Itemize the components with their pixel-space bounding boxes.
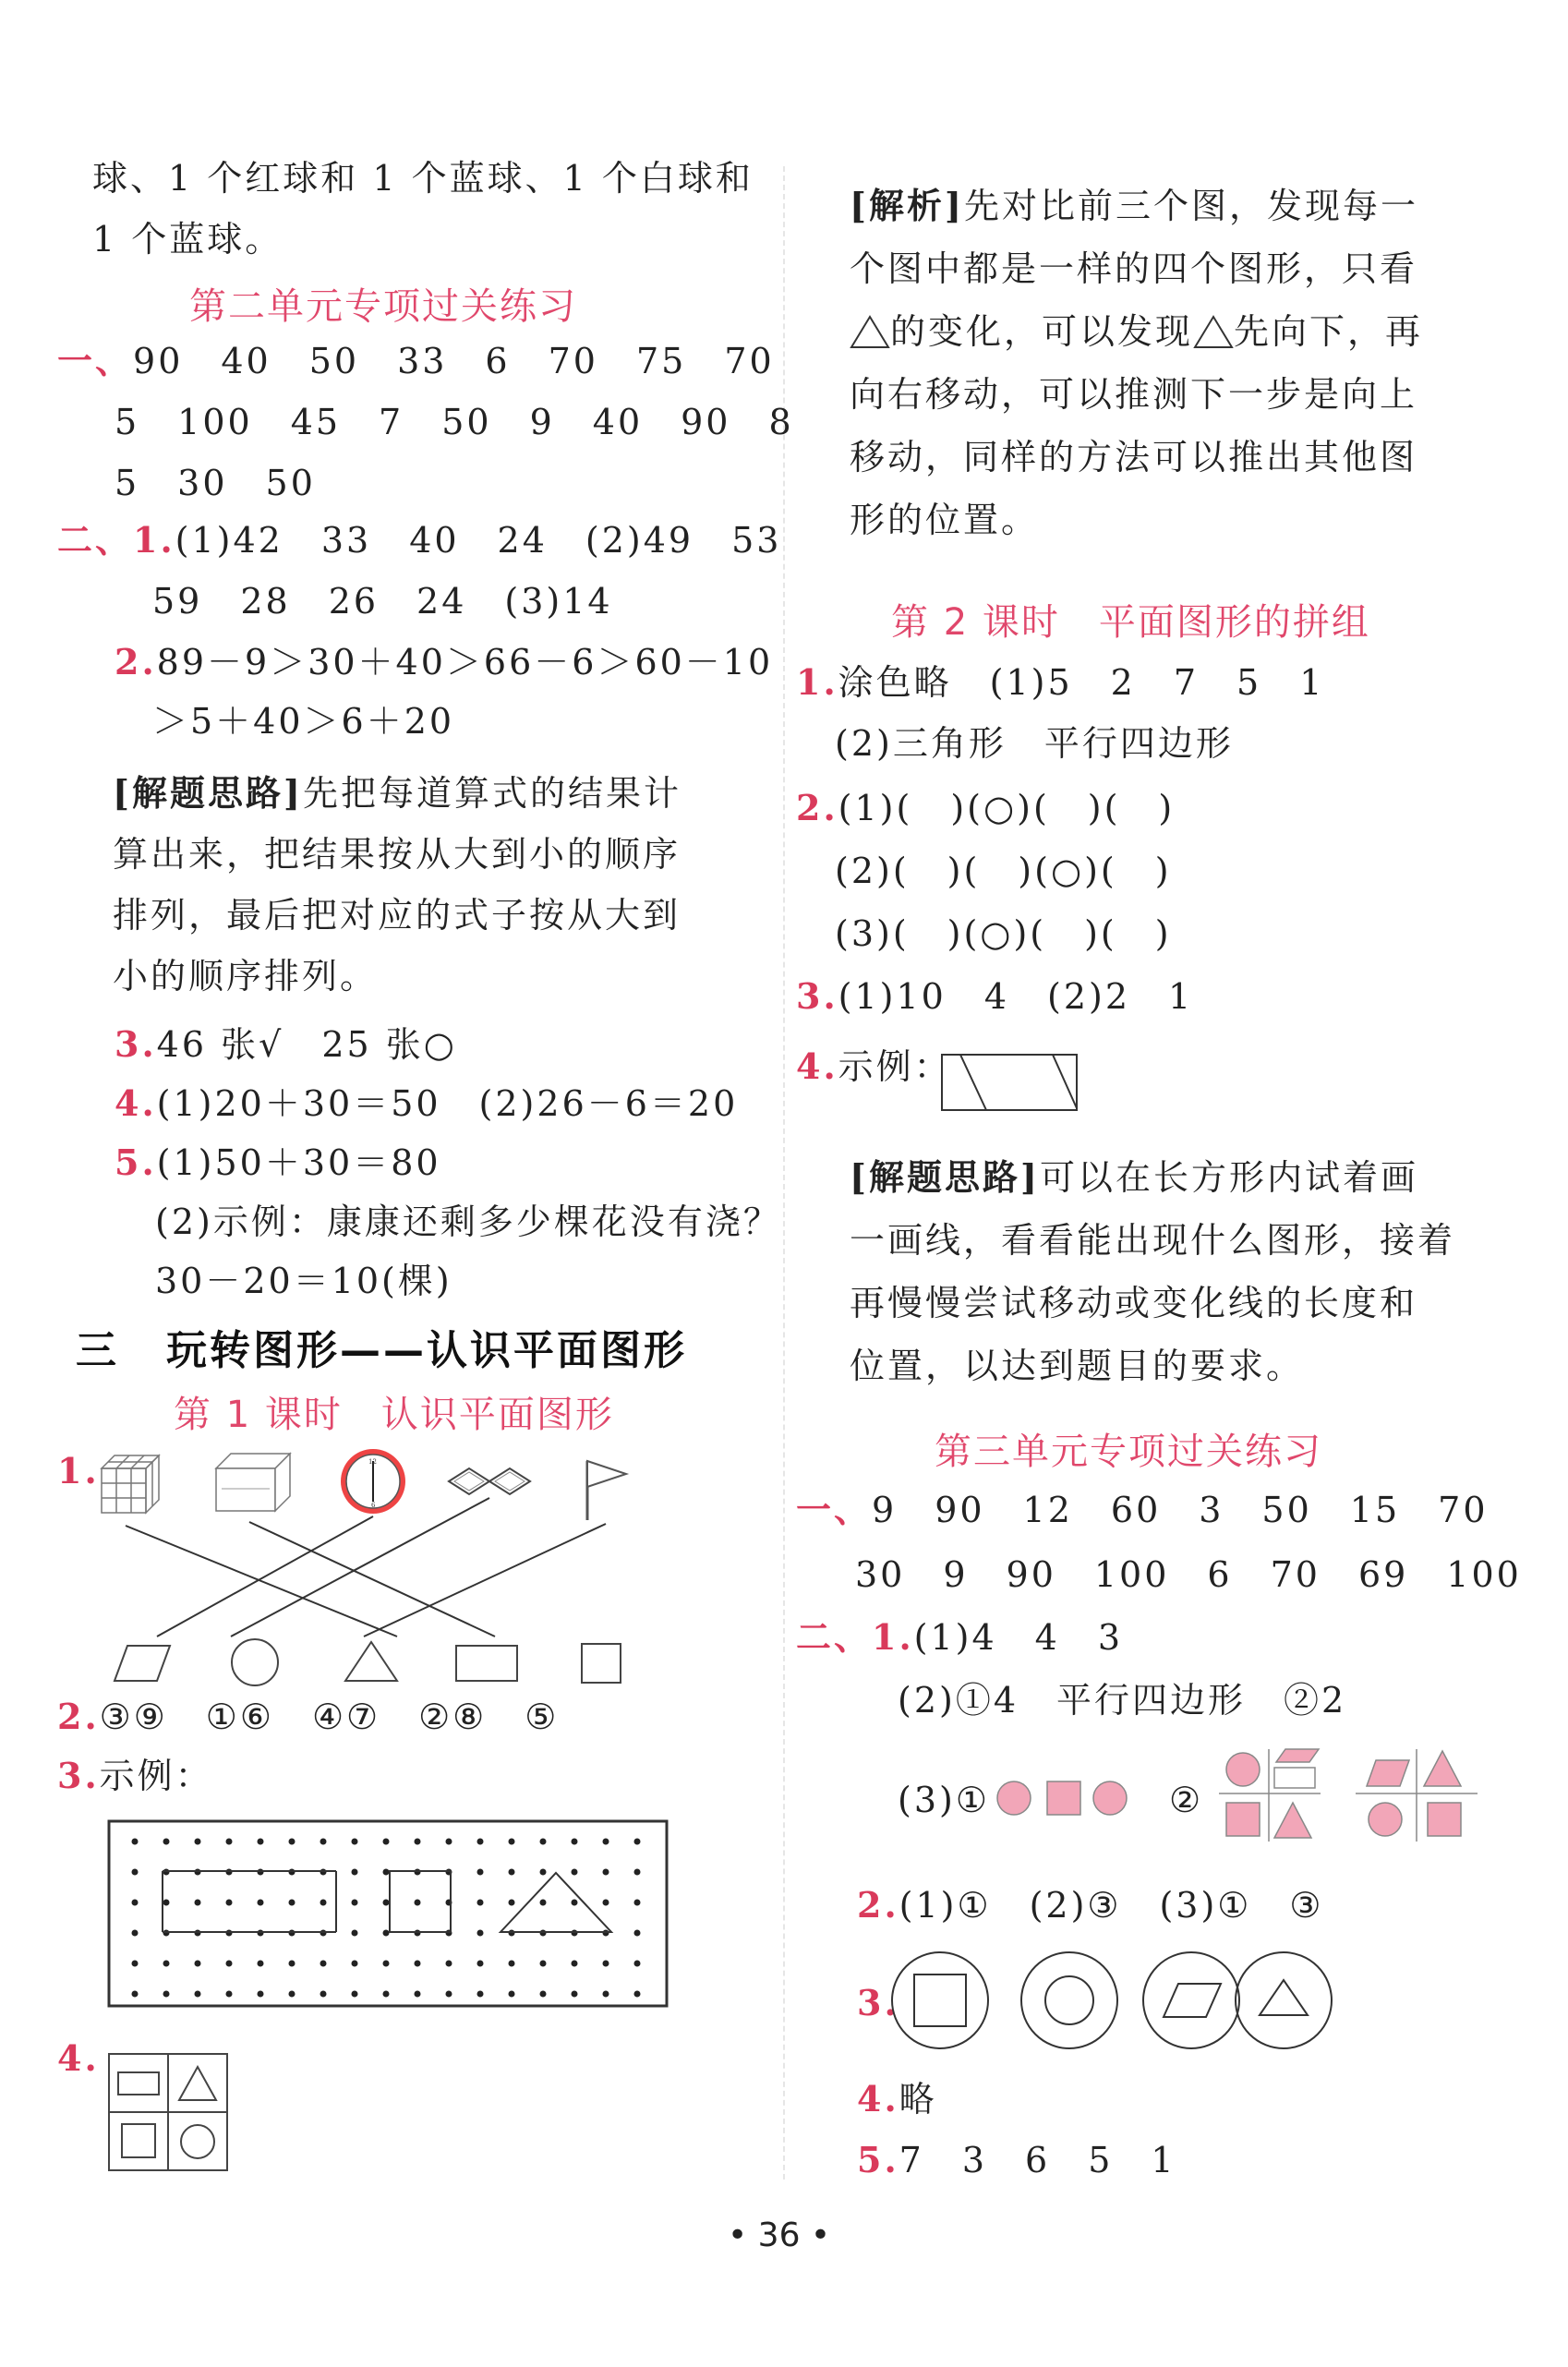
answer-row: (1)4 4 3 (913, 1617, 1124, 1658)
q-number: 4. (857, 2078, 899, 2119)
answer-row: (1)42 33 40 24 (2)49 53 (175, 520, 782, 561)
grid-dot (415, 1961, 421, 1967)
grid-dot (446, 1991, 452, 1998)
q-number: 4. (115, 1082, 157, 1124)
rhombus-pair-icon (449, 1468, 530, 1494)
grid-dot (603, 1869, 609, 1876)
answer-row-label: ② (1169, 1780, 1204, 1820)
grid-dot (509, 1900, 515, 1906)
matching-lines (126, 1498, 606, 1636)
grid-dot (383, 1900, 390, 1906)
q-number: 3. (857, 1982, 899, 2023)
answer-row: 示例： (99, 1756, 213, 1796)
explanation-line: 位置，以达到题目的要求。 (850, 1346, 1305, 1386)
answer-row: 5 30 50 (115, 463, 316, 503)
page-number: • 36 • (728, 2216, 831, 2254)
q-number: 4. (796, 1045, 838, 1087)
continued-line-1: 球、1 个红球和 1 个蓝球、1 个白球和 (92, 158, 754, 199)
grid-dot (289, 1961, 296, 1967)
q-number: 1. (57, 1450, 100, 1491)
q-label: 二、1. (57, 519, 175, 561)
grid-dot (572, 1961, 578, 1967)
grid-dot (226, 1991, 233, 1998)
pink-parallelogram (1276, 1749, 1319, 1762)
explanation-line: 个图中都是一样的四个图形，只看 (850, 248, 1418, 289)
grid-dot (226, 1900, 233, 1906)
parallelogram-shape (115, 1646, 170, 1681)
square-shape (122, 2124, 155, 2157)
chapter-title: 玩转图形——认识平面图形 (166, 1327, 687, 1374)
grid-dot (383, 1839, 390, 1845)
q-number: 4. (57, 2037, 100, 2079)
grid-dot (132, 1839, 139, 1845)
grid-dot (163, 1961, 170, 1967)
answer-row: (1)50＋30＝80 (156, 1142, 441, 1183)
flag-icon (587, 1461, 626, 1520)
grid-dot (509, 1991, 515, 1998)
answer-row: (1)20＋30＝50 (2)26－6＝20 (156, 1083, 739, 1124)
grid-dot (634, 1991, 641, 1998)
column-divider (783, 166, 785, 2180)
q-number: 2. (115, 641, 157, 682)
svg-text:12: 12 (368, 1458, 377, 1466)
grid-dot (603, 1839, 609, 1845)
answer-row: 30 9 90 100 6 70 69 100 (855, 1554, 1522, 1595)
grid-dot (540, 1961, 547, 1967)
think-tag: [解题思路] (850, 1156, 1040, 1198)
dot-grid-diagram (107, 1819, 670, 2010)
drawn-rectangle (163, 1871, 336, 1932)
grid-dot (572, 1839, 578, 1845)
grid-dot (352, 1930, 358, 1937)
triangle-icon (1193, 314, 1234, 349)
answer-row-label: (3)① (898, 1780, 990, 1820)
chapter-number: 三 (76, 1327, 119, 1374)
explanation-line: 向右移动，可以推测下一步是向上 (850, 374, 1418, 415)
grid-dot (634, 1961, 641, 1967)
q-number: 2. (796, 787, 838, 828)
explanation-line: 先对比前三个图，发现每一 (963, 186, 1418, 226)
explanation-line: 可以在长方形内试着画 (1039, 1157, 1418, 1198)
circle-shape (181, 2125, 214, 2158)
grid-dot (352, 1900, 358, 1906)
grid-dot (352, 1991, 358, 1998)
grid-dot (634, 1930, 641, 1937)
answer-row: 5 100 45 7 50 9 40 90 8 (115, 402, 794, 442)
grid-dot (289, 1839, 296, 1845)
grid-dot (226, 1961, 233, 1967)
explanation-line: 算出来，把结果按从大到小的顺序 (113, 834, 681, 875)
explanation-line: 再慢慢尝试移动或变化线的长度和 (850, 1283, 1418, 1323)
square-shape (582, 1644, 621, 1683)
grid-dot (540, 1839, 547, 1845)
explanation-line: 移动，同样的方法可以推出其他图 (850, 437, 1418, 477)
grid-dot (415, 1991, 421, 1998)
grid-dot (258, 1961, 264, 1967)
grid-dot (415, 1900, 421, 1906)
answer-row: 59 28 26 24 (3)14 (152, 581, 613, 622)
pink-grid-patterns (1210, 1745, 1478, 1847)
answer-row: 9 90 12 60 3 50 15 70 (872, 1490, 1489, 1530)
answer-row: (1)① (2)③ (3)① ③ (899, 1885, 1324, 1926)
grid-dot (509, 1961, 515, 1967)
lesson2-title: 第 2 课时 平面图形的拼组 (891, 601, 1370, 644)
q-label: 二、1. (796, 1616, 914, 1658)
grid-dot (603, 1900, 609, 1906)
answer-row: (3)( )(○)( )( ) (835, 913, 1172, 954)
answer-row: 示例： (838, 1046, 952, 1087)
answer-row: (2)①4 平行四边形 ②2 (898, 1680, 1347, 1721)
grid-dot (634, 1869, 641, 1876)
answer-row: 46 张√ 25 张○ (156, 1024, 457, 1065)
answer-row: ③⑨ ①⑥ ④⑦ ②⑧ ⑤ (99, 1697, 560, 1737)
grid-dot (477, 1900, 484, 1906)
triangle-shape (179, 2067, 216, 2100)
grid-dot (540, 1991, 547, 1998)
grid-dot (415, 1839, 421, 1845)
grid-dot (320, 1900, 327, 1906)
grid-dot (383, 1869, 390, 1876)
explanation-line: 小的顺序排列。 (113, 956, 379, 996)
grid-dot (446, 1961, 452, 1967)
grid-dot (195, 1839, 201, 1845)
answer-row: ＞5＋40＞6＋20 (152, 701, 455, 742)
svg-text:6: 6 (371, 1502, 376, 1509)
answer-row: 89－9＞30＋40＞66－6＞60－10 (156, 642, 774, 682)
grid-dot (195, 1961, 201, 1967)
answer-row: 7 3 6 5 1 (899, 2140, 1176, 2180)
grid-dot (477, 1839, 484, 1845)
grid-dot (572, 1991, 578, 1998)
circle-shape (232, 1639, 278, 1685)
explanation-line: 一画线，看看能出现什么图形，接着 (850, 1220, 1456, 1261)
shapes-in-circles (892, 1952, 1335, 2054)
grid-dot (132, 1869, 139, 1876)
q-number: 3. (57, 1755, 100, 1796)
grid-dot (195, 1900, 201, 1906)
triangle-shape (1260, 1980, 1308, 2015)
grid-dot (477, 1869, 484, 1876)
pink-circle (997, 1781, 1031, 1815)
answer-row: (2)三角形 平行四边形 (835, 723, 1234, 764)
q-number: 2. (57, 1696, 100, 1737)
grid-dot (163, 1900, 170, 1906)
grid-dot (477, 1991, 484, 1998)
grid-dot (540, 1869, 547, 1876)
grid-dot (383, 1991, 390, 1998)
grid-dot (540, 1900, 547, 1906)
lesson1-title: 第 1 课时 认识平面图形 (174, 1394, 614, 1436)
unit3-section-title: 第三单元专项过关练习 (935, 1431, 1322, 1473)
grid-dot (320, 1961, 327, 1967)
q-number: 5. (115, 1141, 157, 1183)
answer-row: 90 40 50 33 6 70 75 70 (133, 341, 775, 381)
explanation-line: 先把每道算式的结果计 (302, 773, 681, 814)
grid-dot (352, 1961, 358, 1967)
q-number: 1. (796, 661, 838, 703)
answer-row: 略 (899, 2079, 937, 2119)
grid-dot (572, 1869, 578, 1876)
answer-row: 30－20＝10(棵) (155, 1261, 452, 1301)
grid-dot (258, 1900, 264, 1906)
rectangle-split-figure (940, 1053, 1079, 1114)
grid-dot (446, 1839, 452, 1845)
drawn-triangle (501, 1873, 611, 1932)
square-shape (914, 1975, 966, 2026)
grid-dot (226, 1839, 233, 1845)
grid-dot (132, 1930, 139, 1937)
grid-dot (320, 1839, 327, 1845)
cube-icon (102, 1455, 159, 1513)
think-tag: [解题思路] (113, 772, 303, 814)
grid-dot (132, 1961, 139, 1967)
explanation-text: 先向下，再 (1234, 311, 1424, 352)
grid-dot (289, 1900, 296, 1906)
explanation-text: 的变化，可以发现 (890, 311, 1194, 352)
triangle-icon (850, 314, 890, 349)
explanation-line: 排列，最后把对应的式子按从大到 (113, 895, 681, 936)
explanation-line: 形的位置。 (850, 500, 1040, 540)
grid-dot (572, 1900, 578, 1906)
grid-dot (383, 1961, 390, 1967)
q-label: 一、 (57, 340, 134, 381)
answer-row: (2)示例：康康还剩多少棵花没有浇？ (155, 1202, 781, 1242)
q-number: 2. (857, 1884, 899, 1926)
box-icon (216, 1454, 290, 1511)
matching-diagram (92, 1441, 665, 1690)
circle-shape (1045, 1976, 1093, 2024)
grid-dot (603, 1961, 609, 1967)
answer-row: (1)( )(○)( )( ) (838, 788, 1176, 828)
q-label: 一、 (796, 1489, 873, 1530)
grid-dot (258, 1991, 264, 1998)
grid-dot (132, 1991, 139, 1998)
grid-dot (509, 1839, 515, 1845)
analysis-tag: [解析] (850, 185, 964, 226)
grid-dot (477, 1930, 484, 1937)
grid-dot (289, 1991, 296, 1998)
answer-row: (2)( )( )(○)( ) (835, 851, 1172, 891)
grid-dot (352, 1869, 358, 1876)
grid-dot (603, 1991, 609, 1998)
triangle-shape (345, 1642, 397, 1681)
grid-dot (509, 1869, 515, 1876)
rectangle-shape (456, 1646, 517, 1681)
unit2-section-title: 第二单元专项过关练习 (189, 285, 577, 328)
grid-dot (352, 1839, 358, 1845)
pink-shapes-sequence (995, 1777, 1132, 1819)
quadrant-figure (107, 2052, 229, 2172)
grid-dot (132, 1900, 139, 1906)
answer-row: 涂色略 (1)5 2 7 5 1 (838, 662, 1325, 703)
grid-dot (634, 1839, 641, 1845)
rectangle-shape (118, 2072, 159, 2095)
grid-dot (163, 1991, 170, 1998)
clock-icon (341, 1449, 405, 1514)
grid-dot (320, 1991, 327, 1998)
grid-dot (634, 1900, 641, 1906)
q-number: 3. (115, 1023, 157, 1065)
answer-row: (1)10 4 (2)2 1 (838, 976, 1194, 1017)
q-number: 3. (796, 975, 838, 1017)
parallelogram-shape (1164, 1984, 1221, 2017)
grid-dot (477, 1961, 484, 1967)
continued-line-2: 1 个蓝球。 (92, 219, 283, 260)
pink-circle (1093, 1781, 1127, 1815)
grid-dot (258, 1839, 264, 1845)
pink-square (1047, 1781, 1080, 1815)
grid-dot (163, 1839, 170, 1845)
grid-dot (195, 1991, 201, 1998)
q-number: 5. (857, 2139, 899, 2180)
grid-dot (383, 1930, 390, 1937)
